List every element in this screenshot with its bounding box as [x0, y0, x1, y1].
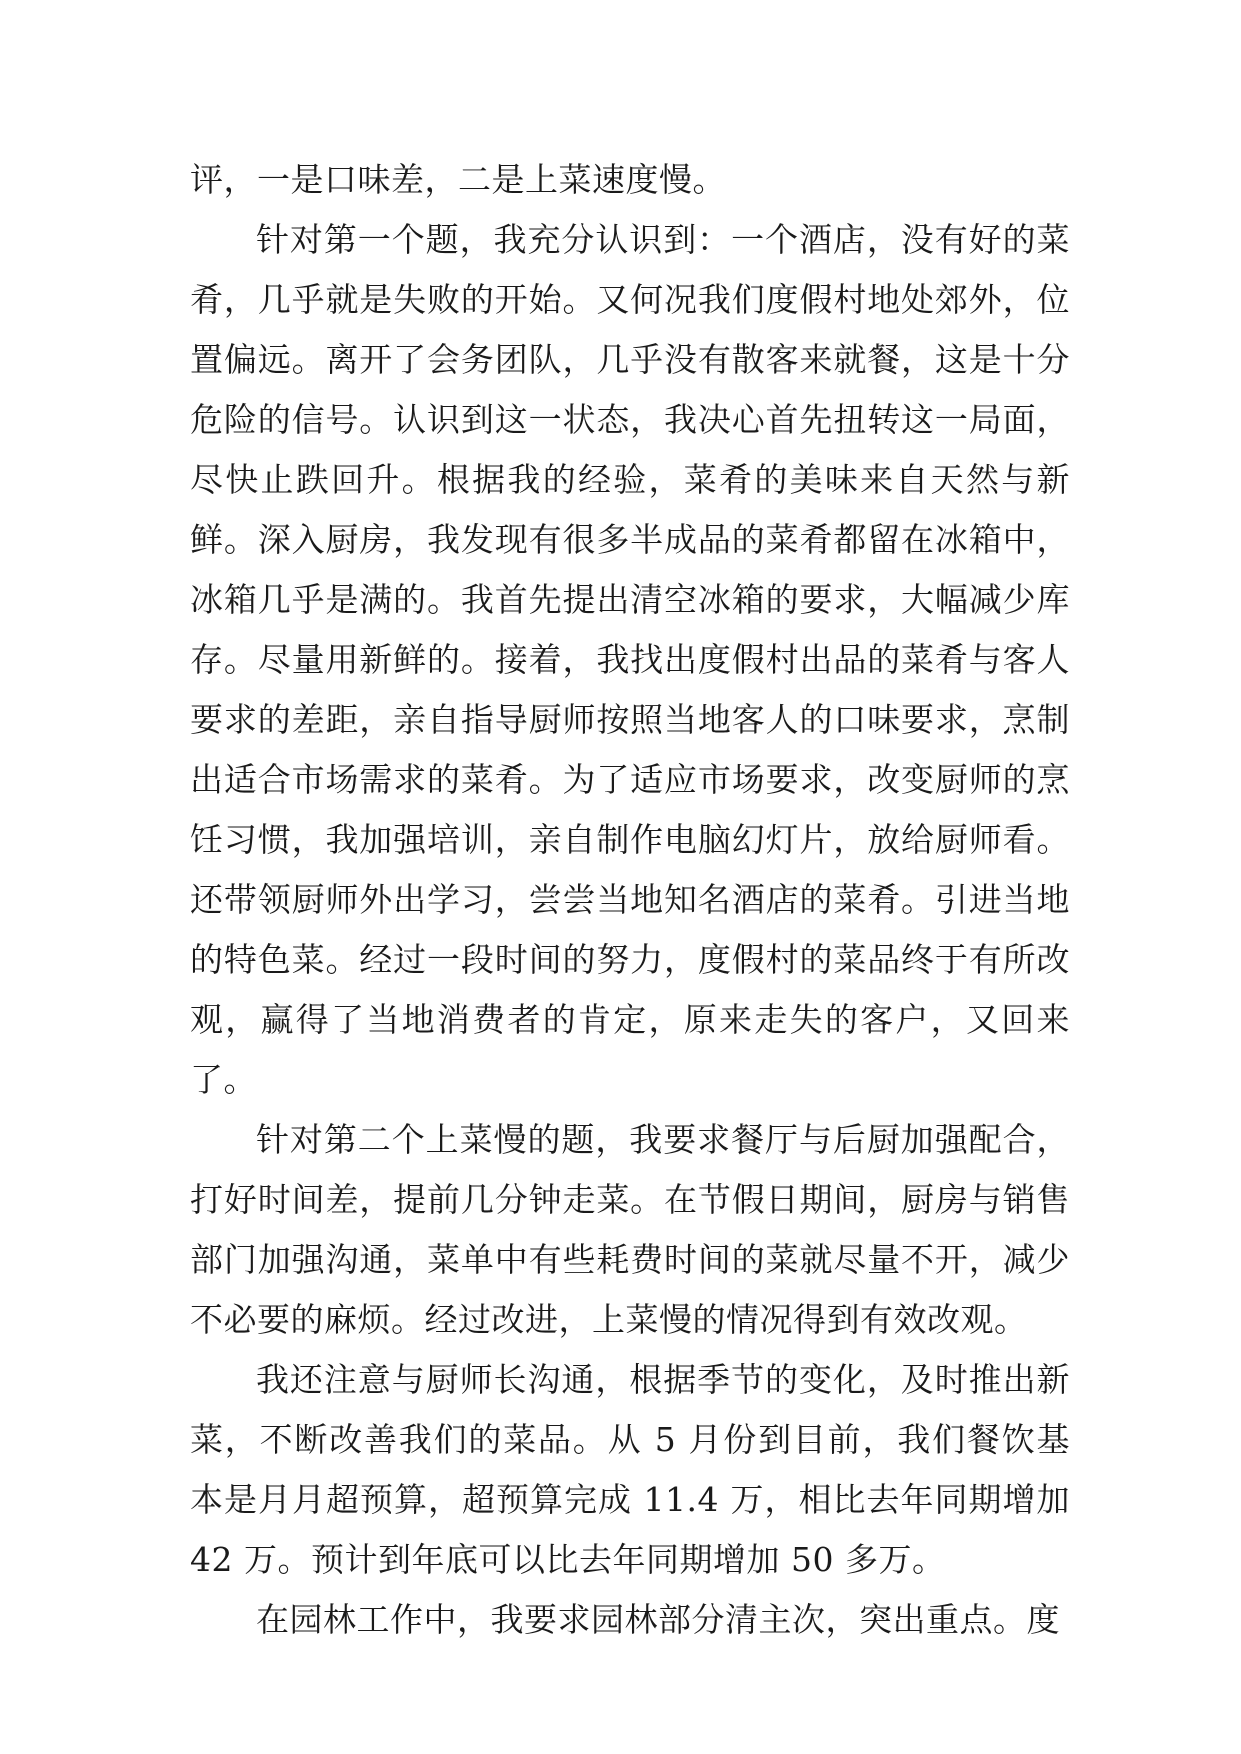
paragraph-3: 针对第二个上菜慢的题，我要求餐厅与后厨加强配合，打好时间差，提前几分钟走菜。在节假日期间，厨房与销售部门加强沟通，菜单中有些耗费时间的菜就尽量不开，减少不必要的麻烦。经过改进，上菜慢的情况得到有效改观。 — [190, 1120, 1070, 1339]
document-body — [190, 150, 1070, 1650]
paragraph-5: 在园林工作中，我要求园林部分清主次，突出重点。度 — [256, 1600, 1060, 1639]
paragraph-4: 我还注意与厨师长沟通，根据季节的变化，及时推出新菜，不断改善我们的菜品。从 5 月份到目前，我们餐饮基本是月月超预算，超预算完成 11.4 万，相比去年同期增加 42 万。预计到年底可以比去年同期增加 50 多万。 — [190, 1360, 1070, 1579]
paragraph-2: 针对第一个题，我充分认识到：一个酒店，没有好的菜肴，几乎就是失败的开始。又何况我们度假村地处郊外，位置偏远。离开了会务团队，几乎没有散客来就餐，这是十分危险的信号。认识到这一状态，我决心首先扭转这一局面，尽快止跌回升。根据我的经验，菜肴的美味来自天然与新鲜。深入厨房，我发现有很多半成品的菜肴都留在冰箱中，冰箱几乎是满的。我首先提出清空冰箱的要求，大幅减少库存。尽量用新鲜的。接着，我找出度假村出品的菜肴与客人要求的差距，亲自指导厨师按照当地客人的口味要求，烹制出适合市场需求的菜肴。为了适应市场要求，改变厨师的烹饪习惯，我加强培训，亲自制作电脑幻灯片，放给厨师看。还带领厨师外出学习，尝尝当地知名酒店的菜肴。引进当地的特色菜。经过一段时间的努力，度假村的菜品终于有所改观，赢得了当地消费者的肯定，原来走失的客户，又回来了。 — [190, 220, 1070, 1099]
paragraph-1: 评，一是口味差，二是上菜速度慢。 — [190, 160, 726, 199]
